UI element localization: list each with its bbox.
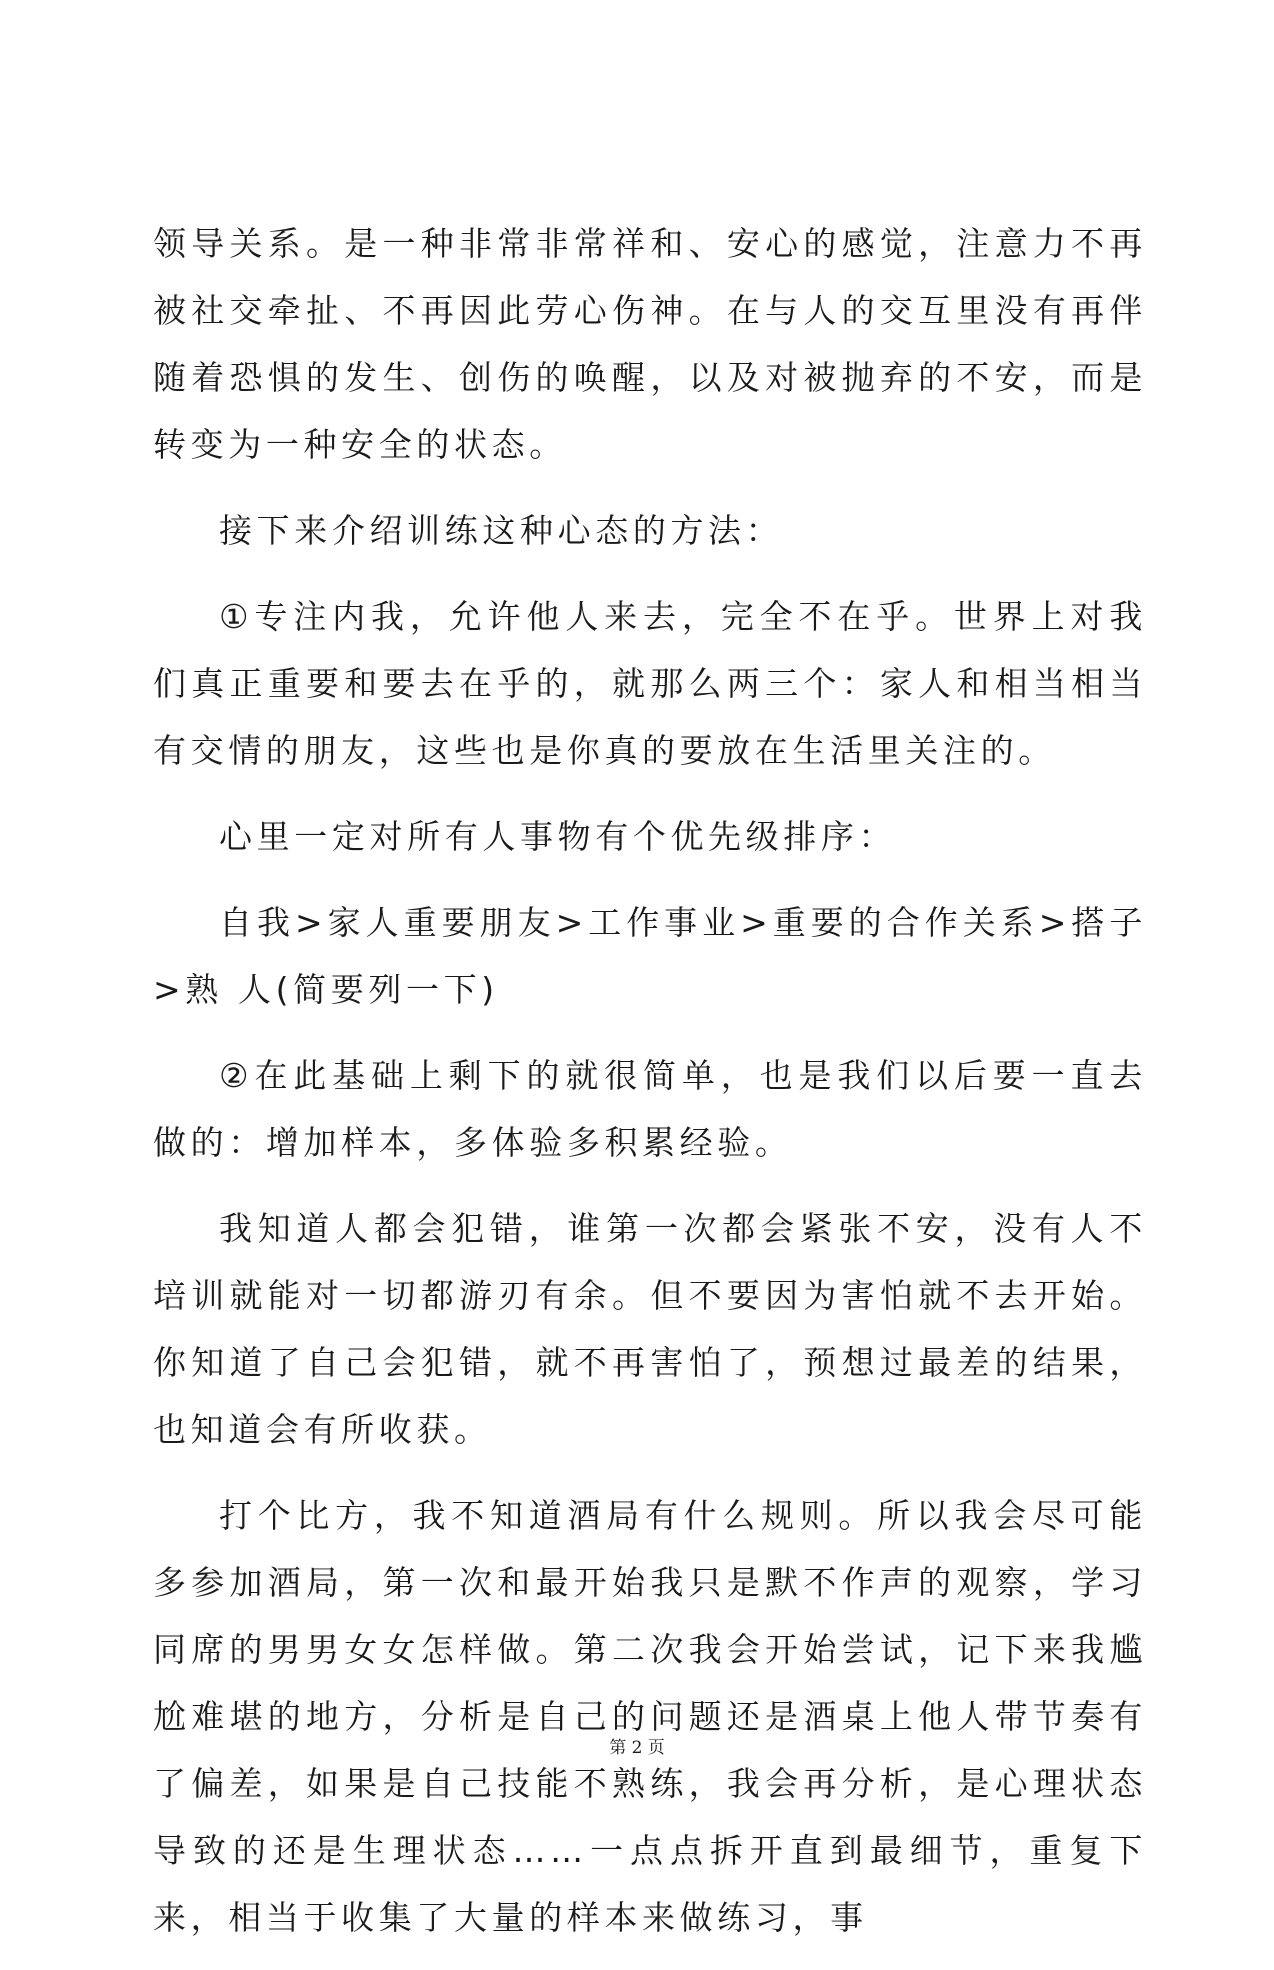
paragraph-1: 领导关系。是一种非常非常祥和、安心的感觉，注意力不再被社交牵扯、不再因此劳心伤神。在与人的交互里没有再伴随着恐惧的发生、创伤的唤醒，以及对被抛弃的不安，而是转变为一种安全的状态。 xyxy=(153,224,1147,464)
body-text xyxy=(153,210,1147,1970)
paragraph-7: 我知道人都会犯错，谁第一次都会紧张不安，没有人不培训就能对一切都游刃有余。但不要因为害怕就不去开始。你知道了自己会犯错，就不再害怕了，预想过最差的结果，也知道会有所收获。 xyxy=(153,1209,1147,1449)
page-number: 第 2 页 xyxy=(609,1738,665,1758)
paragraph-8: 打个比方，我不知道酒局有什么规则。所以我会尽可能多参加酒局，第一次和最开始我只是默不作声的观察，学习同席的男男女女怎样做。第二次我会开始尝试，记下来我尴尬难堪的地方，分析是自己的问题还是酒桌上他人带节奏有了偏差，如果是自己技能不熟练，我会再分析，是心理状态导致的还是生理状态……一点点拆开直到最细节，重复下来，相当于收集了大量的样本来做练习，事 xyxy=(153,1496,1147,1937)
paragraph-5: 自我>家人重要朋友>工作事业>重要的合作关系>搭子>熟 人(简要列一下) xyxy=(153,903,1147,1009)
paragraph-3: ①专注内我，允许他人来去，完全不在乎。世界上对我们真正重要和要去在乎的，就那么两三个：家人和相当相当有交情的朋友，这些也是你真的要放在生活里关注的。 xyxy=(153,597,1147,770)
paragraph-6: ②在此基础上剩下的就很简单，也是我们以后要一直去做的：增加样本，多体验多积累经验。 xyxy=(153,1056,1147,1162)
paragraph-4: 心里一定对所有人事物有个优先级排序： xyxy=(219,817,897,856)
paragraph-2: 接下来介绍训练这种心态的方法： xyxy=(219,511,784,550)
